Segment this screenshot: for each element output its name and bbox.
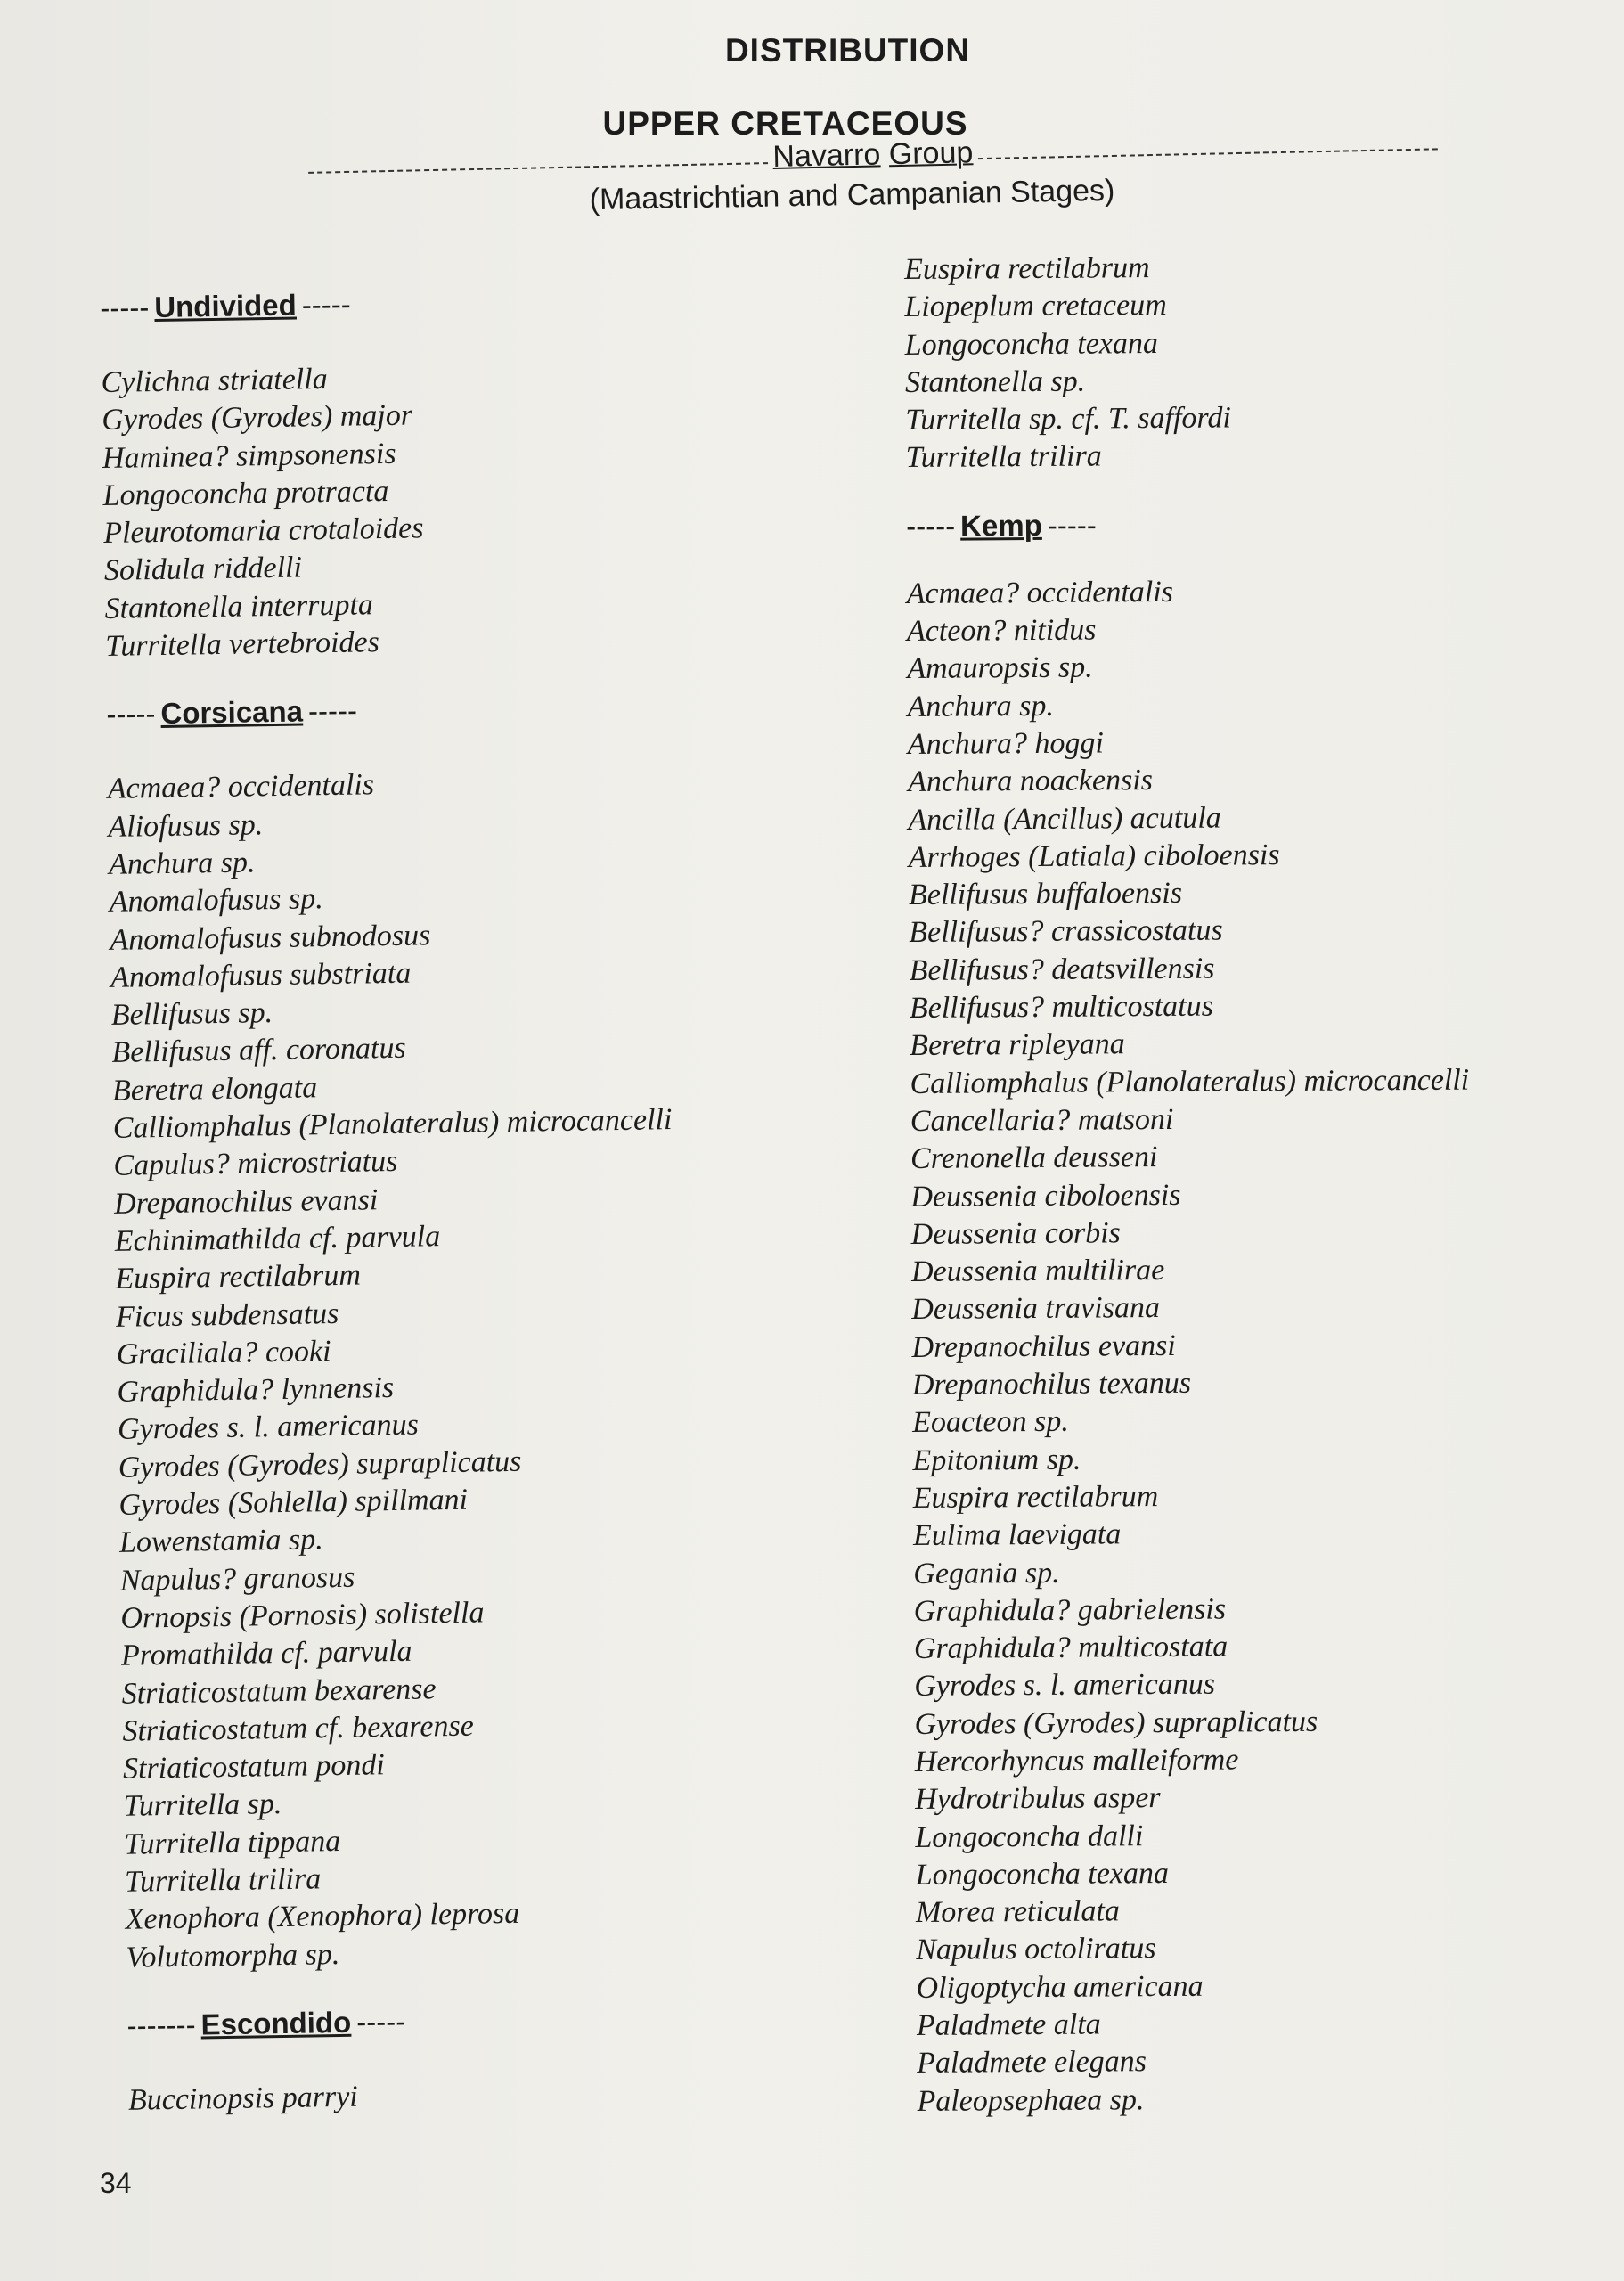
species-entry: Turritella vertebroides	[105, 625, 380, 664]
species-entry: Gyrodes (Sohlella) spillmani	[118, 1483, 469, 1522]
species-entry: Euspira rectilabrum	[115, 1258, 362, 1296]
species-entry: Longoconcha texana	[915, 1856, 1170, 1892]
species-entry: Bellifusus buffaloensis	[908, 876, 1183, 912]
species-entry: Gyrodes s. l. americanus	[117, 1408, 420, 1447]
species-entry: Cancellaria? matsoni	[910, 1102, 1174, 1138]
section-heading-kemp	[906, 503, 1610, 545]
species-entry: Echinimathilda cf. parvula	[114, 1220, 441, 1258]
heading-name: Kemp	[959, 508, 1042, 543]
species-entry: Graphidula? lynnensis	[117, 1371, 395, 1409]
species-entry: Acteon? nitidus	[906, 613, 1097, 649]
species-entry: Ficus subdensatus	[115, 1296, 339, 1334]
species-entry: Drepanochilus texanus	[911, 1366, 1192, 1402]
species-entry: Pleurotomaria crotaloides	[103, 511, 424, 551]
heading-name: Corsicana	[160, 694, 304, 731]
species-entry: Calliomphalus (Planolateralus) microcancelli	[910, 1063, 1470, 1100]
species-entry: Anchura? hoggi	[907, 726, 1105, 761]
species-entry: Anchura sp.	[108, 846, 256, 881]
species-entry: Ancilla (Ancillus) acutula	[908, 801, 1221, 837]
species-entry: Drepanochilus evansi	[113, 1182, 379, 1221]
species-entry: Lowenstamia sp.	[118, 1523, 323, 1560]
species-entry: Liopeplum cretaceum	[904, 289, 1167, 324]
page-title: DISTRIBUTION	[724, 32, 971, 69]
dash-rule-left	[308, 162, 767, 174]
species-entry: Longoconcha texana	[904, 326, 1159, 362]
species-entry: Bellifusus aff. coronatus	[111, 1032, 406, 1070]
species-entry: Eulima laevigata	[912, 1517, 1122, 1553]
heading-suffix: -----	[301, 287, 351, 322]
species-entry: Xenophora (Xenophora) leprosa	[125, 1897, 520, 1937]
species-entry: Longoconcha dalli	[915, 1819, 1144, 1854]
species-entry: Longoconcha protracta	[102, 474, 389, 512]
heading-prefix: -----	[100, 290, 150, 324]
species-entry: Napulus? granosus	[119, 1560, 355, 1598]
species-entry: Striaticostatum pondi	[122, 1748, 386, 1786]
species-entry: Graciliala? cooki	[116, 1334, 331, 1371]
heading-suffix: -----	[355, 2004, 406, 2039]
species-entry: Bellifusus? multicostatus	[909, 989, 1214, 1026]
species-entry: Bellifusus sp.	[110, 996, 273, 1033]
species-entry: Ornopsis (Pornosis) solistella	[120, 1596, 485, 1635]
species-entry: Anomalofusus sp.	[109, 882, 323, 920]
species-entry: Deussenia travisana	[911, 1291, 1161, 1327]
species-entry: Morea reticulata	[915, 1894, 1120, 1930]
species-entry: Beretra elongata	[111, 1071, 318, 1108]
species-entry: Bellifusus? deatsvillensis	[909, 952, 1215, 987]
species-entry: Turritella trilira	[905, 439, 1102, 475]
species-entry: Anchura noackensis	[908, 764, 1154, 799]
species-entry: Euspira rectilabrum	[904, 251, 1150, 286]
species-entry: Capulus? microstriatus	[113, 1145, 398, 1183]
heading-name: Escondido	[200, 2005, 352, 2041]
species-entry: Volutomorpha sp.	[126, 1937, 340, 1974]
species-entry: Amauropsis sp.	[907, 650, 1093, 686]
species-entry: Striaticostatum cf. bexarense	[122, 1709, 475, 1748]
species-list-undivided	[101, 354, 800, 666]
species-entry: Paladmete alta	[916, 2007, 1101, 2043]
species-entry: Striaticostatum bexarense	[121, 1672, 437, 1711]
species-entry: Acmaea? occidentalis	[906, 575, 1174, 610]
page-subtitle: UPPER CRETACEOUS	[602, 105, 968, 142]
heading-prefix: -----	[906, 509, 956, 543]
group-name-word1: Navarro	[772, 137, 881, 174]
species-entry: Acmaea? occidentalis	[107, 768, 375, 806]
species-entry: Graphidula? multicostata	[913, 1630, 1228, 1666]
species-entry: Promathilda cf. parvula	[120, 1634, 412, 1673]
species-entry: Gegania sp.	[913, 1556, 1060, 1590]
species-entry: Paleopsephaea sp.	[917, 2082, 1145, 2118]
species-entry: Deussenia ciboloensis	[910, 1178, 1181, 1214]
right-column	[904, 246, 1621, 2120]
species-entry: Calliomphalus (Planolateralus) microcancelli	[112, 1103, 673, 1145]
left-column	[100, 279, 823, 2120]
species-entry: Hydrotribulus asper	[915, 1781, 1161, 1817]
species-entry: Turritella trilira	[124, 1862, 322, 1899]
species-entry: Epitonium sp.	[912, 1443, 1081, 1477]
species-entry: Euspira rectilabrum	[912, 1479, 1159, 1515]
species-entry: Anchura sp.	[907, 689, 1055, 724]
species-entry: Turritella sp. cf. T. saffordi	[905, 401, 1232, 437]
species-entry: Turritella sp.	[123, 1787, 282, 1824]
species-entry: Hercorhyncus malleiforme	[914, 1743, 1239, 1778]
species-entry: Gyrodes s. l. americanus	[914, 1667, 1216, 1704]
heading-prefix: -----	[106, 697, 156, 732]
species-entry: Deussenia corbis	[910, 1216, 1121, 1251]
species-entry: Eoacteon sp.	[912, 1405, 1069, 1440]
page-number: 34	[100, 2167, 132, 2199]
stages-caption: (Maastrichtian and Campanian Stages)	[589, 173, 1115, 217]
species-entry: Cylichna striatella	[101, 362, 328, 399]
species-entry: Napulus octoliratus	[916, 1932, 1156, 1967]
species-entry: Bellifusus? crassicostatus	[909, 913, 1223, 950]
species-entry: Solidula riddelli	[103, 551, 303, 588]
species-entry: Paladmete elegans	[917, 2045, 1147, 2081]
heading-name: Undivided	[153, 288, 298, 324]
species-entry: Beretra ripleyana	[910, 1027, 1125, 1063]
species-entry: Deussenia multilirae	[910, 1254, 1165, 1289]
species-entry: Crenonella deusseni	[910, 1140, 1158, 1176]
species-entry: Anomalofusus subnodosus	[110, 918, 431, 957]
species-entry: Gyrodes (Gyrodes) supraplicatus	[914, 1705, 1318, 1741]
species-entry: Drepanochilus evansi	[911, 1329, 1176, 1364]
species-entry: Aliofusus sp.	[108, 807, 264, 844]
heading-suffix: -----	[1047, 508, 1097, 542]
species-entry: Gyrodes (Gyrodes) major	[102, 398, 413, 437]
species-list-corsicana-continued	[904, 246, 1610, 477]
dash-rule-right	[978, 148, 1437, 159]
species-entry: Haminea? simpsonensis	[102, 437, 396, 475]
heading-prefix: -------	[126, 2007, 196, 2042]
species-entry: Buccinopsis parryi	[127, 2080, 358, 2117]
species-entry: Oligoptycha americana	[916, 1969, 1204, 2005]
heading-suffix: -----	[307, 693, 358, 728]
species-entry: Gyrodes (Gyrodes) supraplicatus	[118, 1444, 522, 1484]
species-entry: Arrhoges (Latiala) ciboloensis	[908, 838, 1280, 874]
species-entry: Stantonella sp.	[904, 364, 1086, 399]
species-list-corsicana	[107, 760, 820, 1977]
species-list-kemp	[907, 570, 1621, 2121]
species-entry: Graphidula? gabrielensis	[913, 1592, 1227, 1628]
species-entry: Turritella tippana	[124, 1824, 341, 1861]
species-entry: Stantonella interrupta	[104, 588, 374, 625]
species-entry: Anomalofusus substriata	[110, 956, 412, 994]
group-name-word2: Group	[888, 135, 974, 172]
